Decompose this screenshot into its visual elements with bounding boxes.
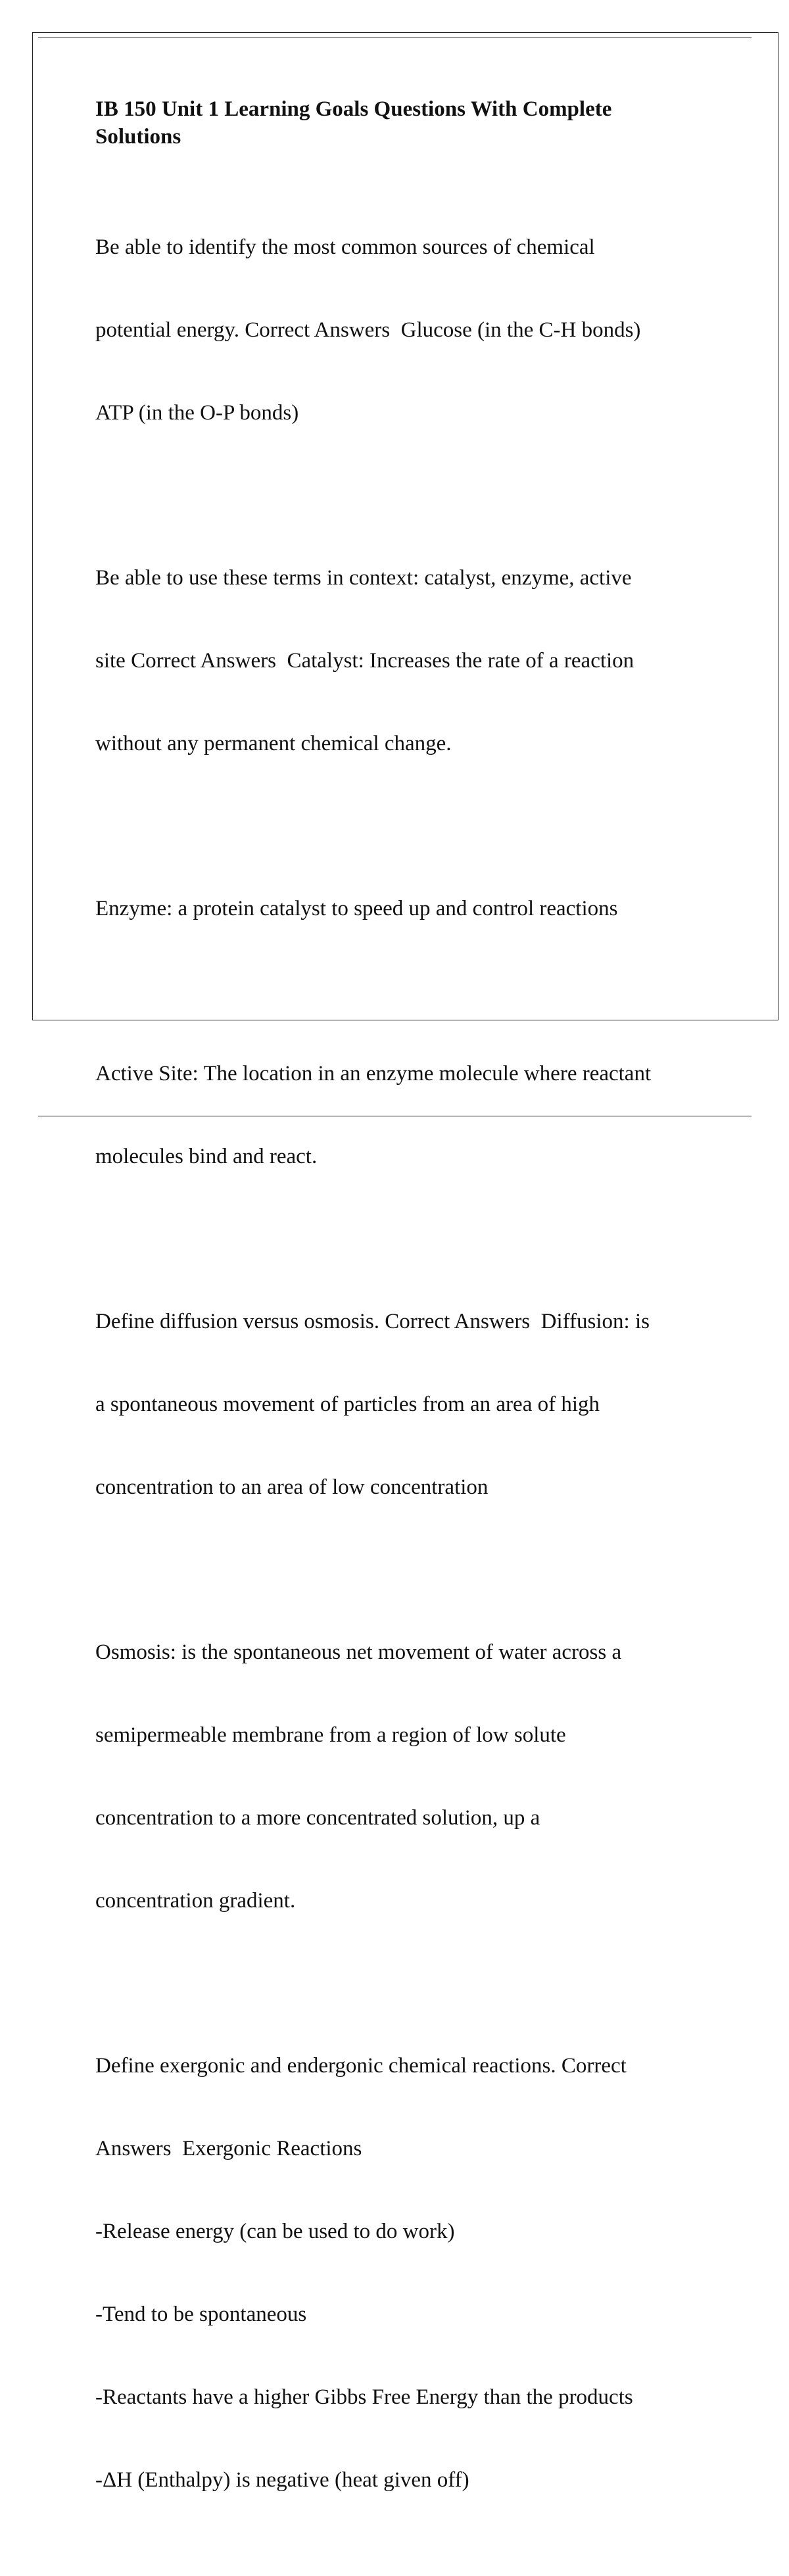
- paragraph-line: -ΔH (Enthalpy) is negative (heat given off): [95, 2468, 469, 2492]
- paragraph-line: concentration gradient.: [95, 1889, 296, 1913]
- paragraph-line: a spontaneous movement of particles from an area of high: [95, 1393, 600, 1416]
- paragraph-line: site Correct Answers Catalyst: Increases the rate of a reaction: [95, 649, 634, 673]
- paragraph-line: concentration to an area of low concentration: [95, 1475, 489, 1499]
- paragraph-line: Osmosis: is the spontaneous net movement of water across a: [95, 1640, 622, 1664]
- paragraph-line: Enzyme: a protein catalyst to speed up and control reactions: [95, 897, 618, 920]
- paragraph-catalyst: [95, 509, 720, 813]
- paragraph-line: Be able to identify the most common sources of chemical: [95, 235, 595, 259]
- paragraph-exergonic: [95, 1997, 720, 2549]
- paragraph-line: Answers Exergonic Reactions: [95, 2137, 362, 2160]
- title-line: IB 150 Unit 1 Learning Goals Questions With Complete: [95, 97, 612, 121]
- paragraph-line: semipermeable membrane from a region of low solute: [95, 1723, 566, 1747]
- paragraph-line: without any permanent chemical change.: [95, 732, 452, 755]
- title-line: Solutions: [95, 125, 181, 149]
- paragraph-line: -Release energy (can be used to do work): [95, 2220, 455, 2243]
- paragraph-active-site: [95, 1005, 720, 1226]
- paragraph-enzyme: [95, 840, 720, 978]
- document-body: [95, 95, 720, 2576]
- paragraph-diffusion: [95, 1252, 720, 1556]
- paragraph-line: Active Site: The location in an enzyme molecule where reactant: [95, 1062, 652, 1085]
- paragraph-line: ATP (in the O-P bonds): [95, 401, 299, 425]
- paragraph-line: potential energy. Correct Answers Glucose (in the C-H bonds): [95, 318, 641, 342]
- paragraph-line: Define diffusion versus osmosis. Correct Answers Diffusion: is: [95, 1310, 650, 1333]
- paragraph-line: -Tend to be spontaneous: [95, 2302, 307, 2326]
- document-title: [95, 95, 720, 151]
- paragraph-line: concentration to a more concentrated solution, up a: [95, 1806, 540, 1830]
- paragraph-osmosis: [95, 1583, 720, 1970]
- paragraph-line: molecules bind and react.: [95, 1145, 318, 1168]
- paragraph-line: -Reactants have a higher Gibbs Free Energy than the products: [95, 2385, 633, 2409]
- paragraph-energy-sources: [95, 178, 720, 482]
- paragraph-line: Be able to use these terms in context: catalyst, enzyme, active: [95, 566, 632, 590]
- paragraph-line: Define exergonic and endergonic chemical reactions. Correct: [95, 2054, 627, 2078]
